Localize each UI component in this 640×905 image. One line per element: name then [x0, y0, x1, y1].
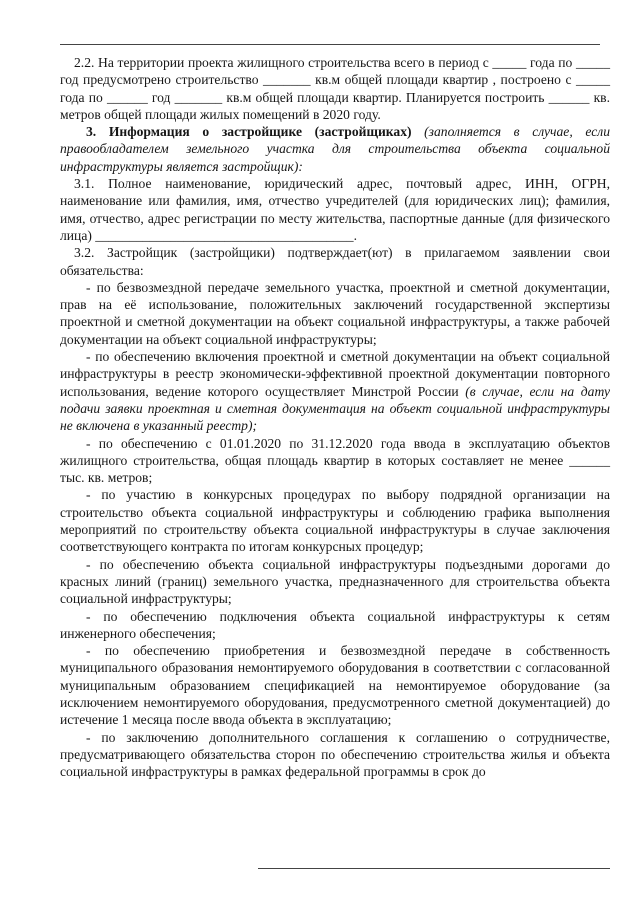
- obligation-access-roads: - по обеспечению объекта социальной инфраструктуры подъездными дорогами до красных линий (границ) земельного участка, предназначенного для строительства объекта социальной инфраструктуры;: [60, 556, 610, 607]
- section-3-1-paragraph: 3.1. Полное наименование, юридический адрес, почтовый адрес, ИНН, ОГРН, наименование или фамилия, имя, отчество учредителей (для юридических лиц); фамилия, имя, отчество, адрес регистрации по месту жительства, паспортные данные (для физического лица) ______________________________________.: [60, 176, 610, 243]
- section-3-note: (заполняется в случае, если правообладателем земельного участка для строительства объекта социальной инфраструктуры является застройщик):: [60, 124, 610, 174]
- document-page: [60, 54, 610, 780]
- section-3-2-paragraph: 3.2. Застройщик (застройщики) подтверждает(ют) в прилагаемом заявлении свои обязательства:: [60, 245, 610, 278]
- section-3-heading-paragraph: [60, 123, 610, 175]
- section-3-heading: 3. Информация о застройщике (застройщиках): [86, 124, 412, 140]
- section-2-2-paragraph: 2.2. На территории проекта жилищного строительства всего в период с _____ года по _____ год предусмотрено строительство _______ кв.м общей площади квартир , построено с _____ года по ______ год _______ кв.м общей площади квартир. Планируется построить ______ кв. метров общей площади жилых помещений в 2020 году.: [60, 55, 610, 122]
- obligation-registry-inclusion: [60, 348, 610, 434]
- obligation-registry-note: (в случае, если на дату подачи заявки проектная и сметная документация на объект социальной инфраструктуры не включена в указанный реестр);: [60, 383, 610, 434]
- obligation-additional-agreement: - по заключению дополнительного соглашения к соглашению о сотрудничестве, предусматривающего обязательства сторон по обеспечению строительства жилья и объекта социальной инфраструктуры в рамках федеральной программы в срок до: [60, 729, 610, 780]
- obligation-land-transfer: - по безвозмездной передаче земельного участка, проектной и сметной документации, прав на её использование, положительных заключений государственной экспертизы проектной и сметной документации на объект социальной инфраструктуры, а также рабочей документации на объект социальной инфраструктуры;: [60, 279, 610, 347]
- obligation-utility-connection: - по обеспечению подключения объекта социальной инфраструктуры к сетям инженерного обеспечения;: [60, 608, 610, 641]
- obligation-tender-participation: - по участию в конкурсных процедурах по выбору подрядной организации на строительство объекта социальной инфраструктуры и соблюдению графика выполнения мероприятий по строительству объекта социальной инфраструктуры в случае заключения соответствующего контракта по итогам конкурсных процедур;: [60, 487, 610, 555]
- obligation-equipment-transfer: - по обеспечению приобретения и безвозмездной передаче в собственность муниципального образования немонтируемого оборудования в соответствии с согласованной муниципальным образованием спецификацией на немонтируемое оборудование (за исключением немонтируемого оборудования, предусмотренного сметной документацией) до истечение 1 месяца после ввода объекта в эксплуатацию;: [60, 643, 610, 728]
- bottom-separator-line: [258, 868, 610, 869]
- obligation-registry-text: - по обеспечению включения проектной и сметной документации на объект социальной инфраструктуры в реестр экономически-эффективной проектной документации повторного использования, ведение которого осуществляет Минстрой России: [60, 349, 610, 399]
- obligation-housing-commissioning: - по обеспечению с 01.01.2020 по 31.12.2020 года ввода в эксплуатацию объектов жилищного строительства, общая площадь квартир в которых составляет не менее ______ тыс. кв. метров;: [60, 435, 610, 486]
- top-separator-line: [60, 44, 600, 45]
